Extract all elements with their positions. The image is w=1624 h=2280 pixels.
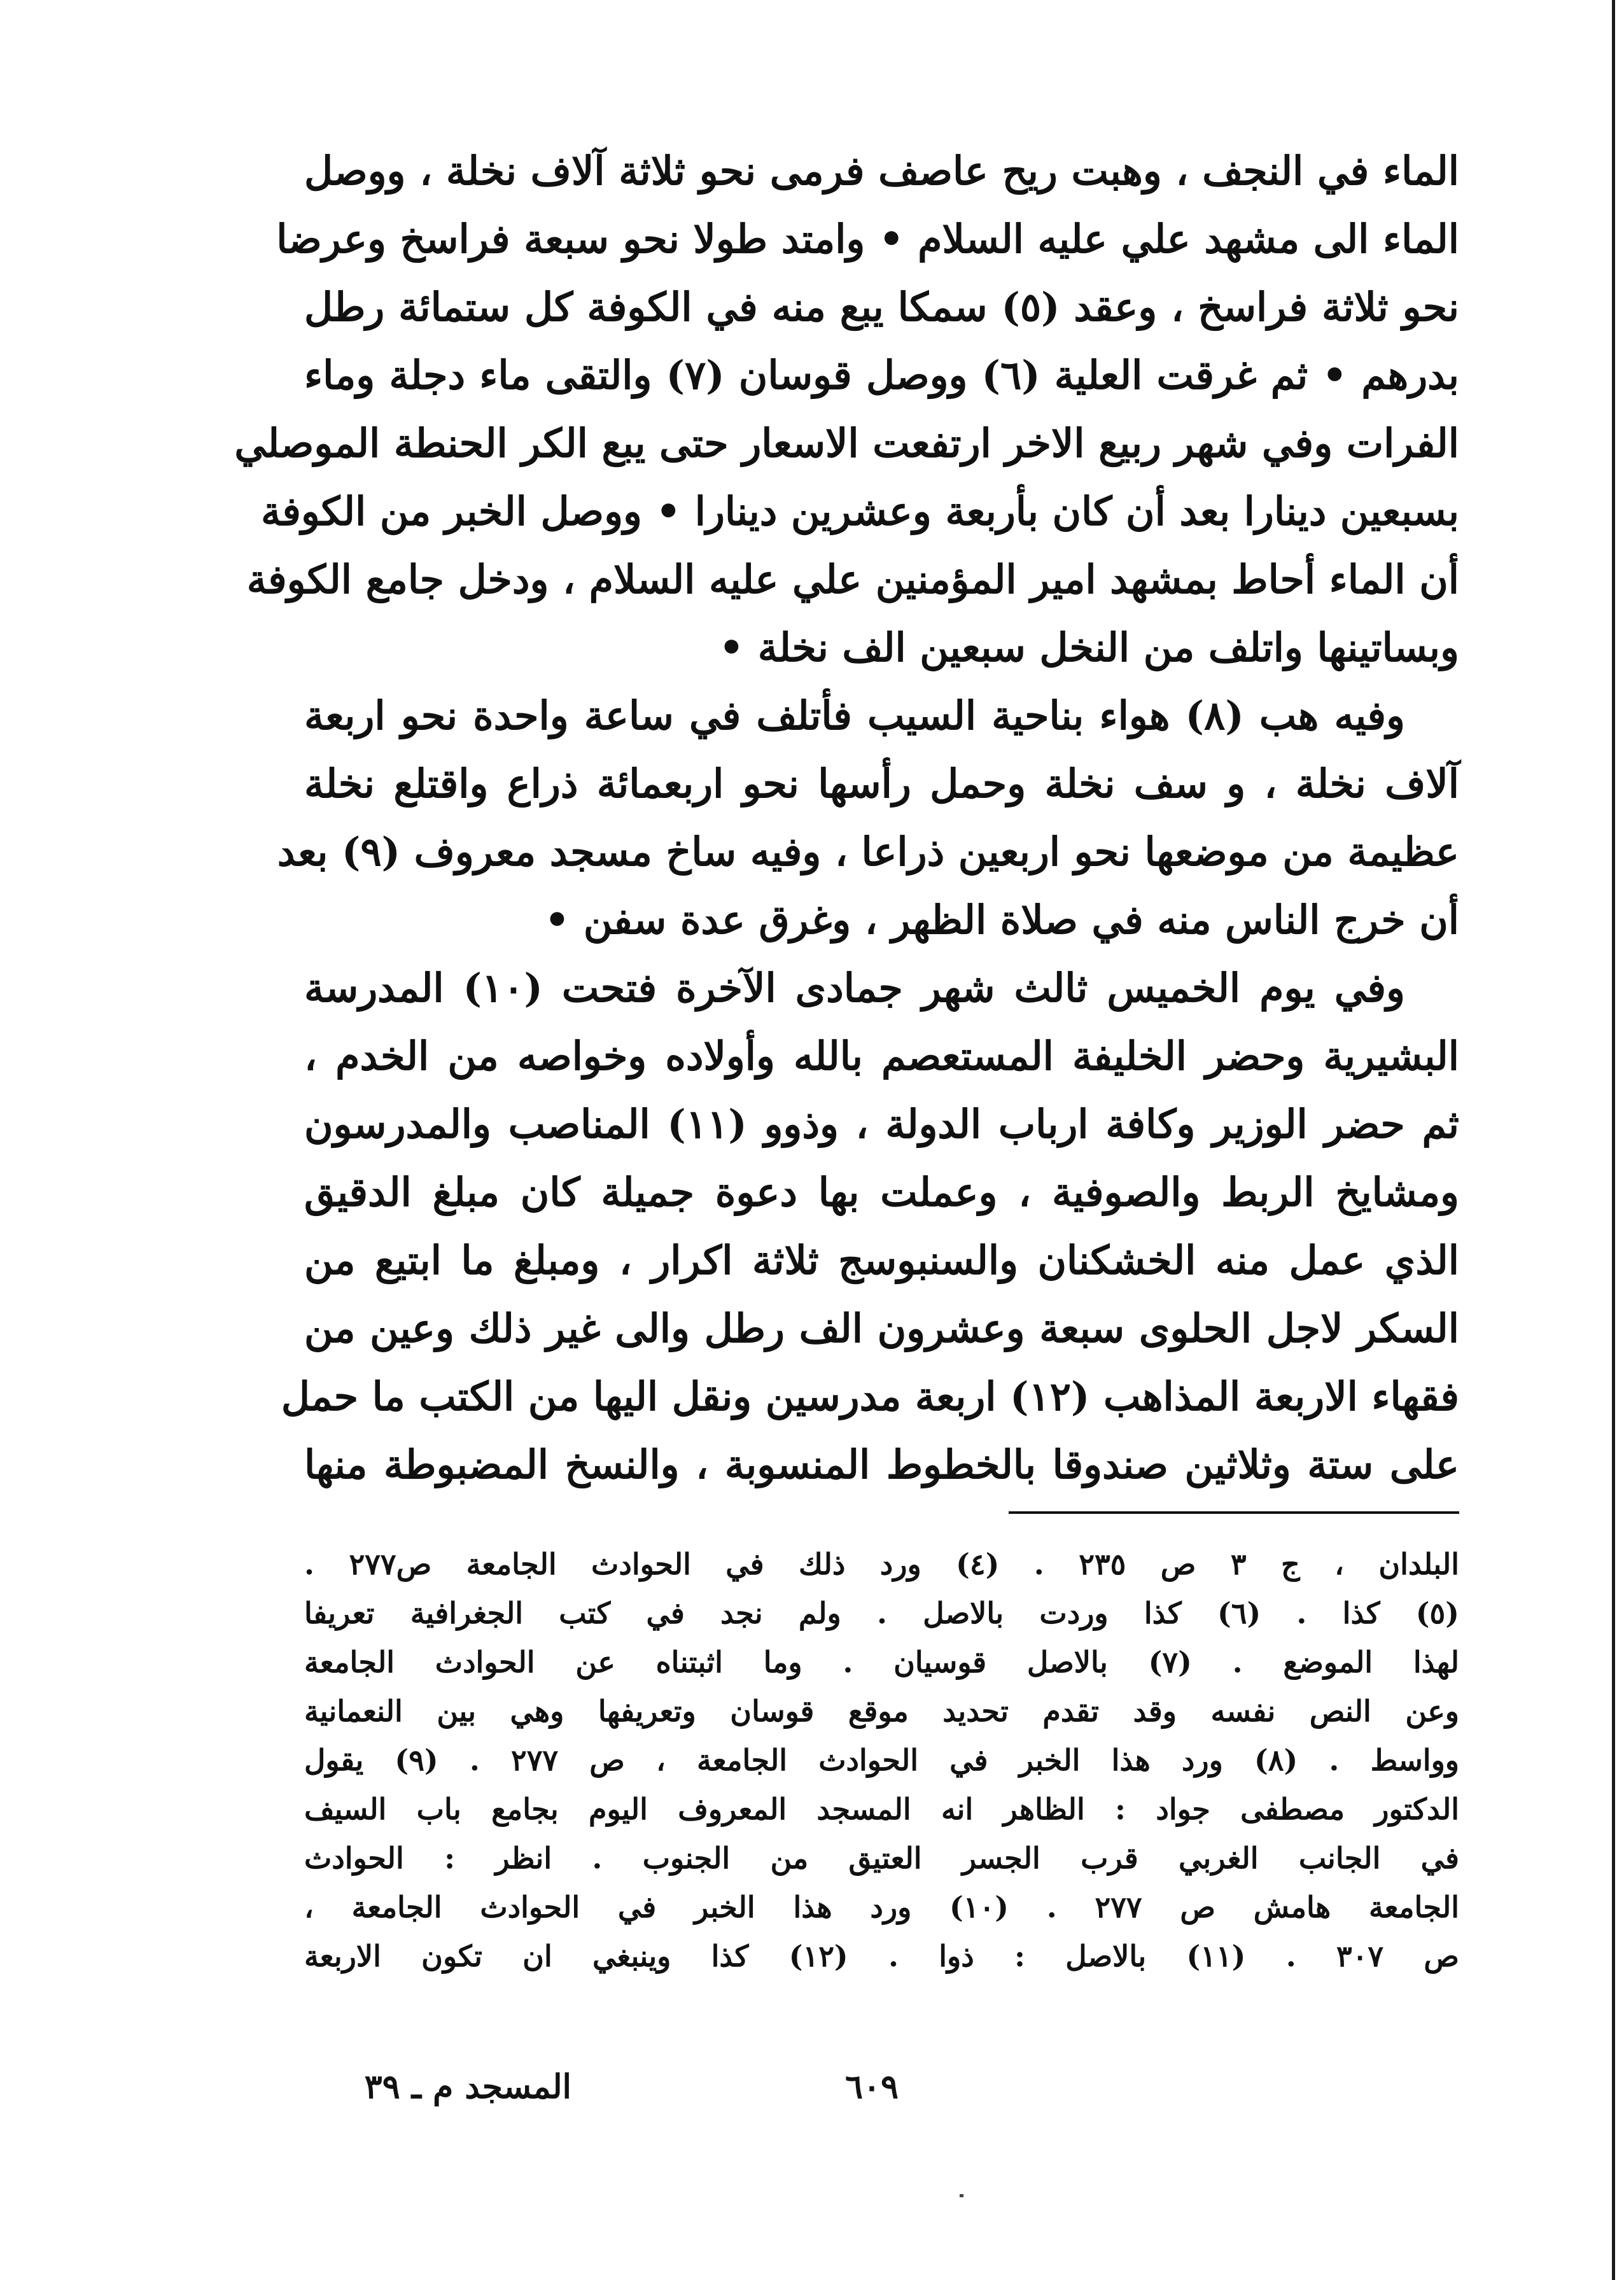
text-line: ثم حضر الوزير وكافة ارباب الدولة ، وذوو (١١) المناصب والمدرسون [304, 1101, 1460, 1147]
footnote-line: (٥) كذا . (٦) كذا وردت بالاصل . ولم نجد في كتب الجغرافية تعريفا [304, 1596, 1459, 1630]
page-edge [1612, 0, 1615, 2280]
footnotes [304, 1540, 1459, 1981]
signature-mark: المسجد م ـ ٣٩ [364, 2067, 571, 2106]
text-line: على ستة وثلاثين صندوقا بالخطوط المنسوبة ، والنسخ المضبوطة منها [304, 1441, 1459, 1488]
text-line: الذي عمل منه الخشكنان والسنبوسج ثلاثة اكرار ، ومبلغ ما ابتيع من [304, 1237, 1459, 1283]
text-line: فقهاء الاربعة المذاهب (١٢) اربعة مدرسين ونقل اليها من الكتب ما حمل [281, 1373, 1459, 1420]
main-text [234, 137, 1460, 1499]
text-line: عظيمة من موضعها نحو اربعين ذراعا ، وفيه ساخ مسجد معروف (٩) بعد [277, 829, 1459, 875]
text-line: أن خرج الناس منه في صلاة الظهر ، وغرق عدة سفن • [544, 897, 1459, 943]
text-line: الماء الى مشهد علي عليه السلام • وامتد طولا نحو سبعة فراسخ وعرضا [276, 216, 1459, 262]
footnote-line: الدكتور مصطفى جواد : الظاهر انه المسجد المعروف اليوم بجامع باب السيف [304, 1792, 1459, 1826]
footnote-line: البلدان ، ج ٣ ص ٢٣٥ . (٤) ورد ذلك في الحوادث الجامعة ص٢٧٧ . [304, 1547, 1460, 1581]
footnote-separator [1009, 1511, 1459, 1514]
text-line: نحو ثلاثة فراسخ ، وعقد (٥) سمكا يبع منه في الكوفة كل ستمائة رطل [304, 284, 1459, 330]
footnote-line: في الجانب الغربي قرب الجسر العتيق من الجنوب . انظر : الحوادث [304, 1841, 1459, 1875]
text-line: البشيرية وحضر الخليفة المستعصم بالله وأولاده وخواصه من الخدم ، [304, 1033, 1459, 1079]
footnote-line: ص ٣٠٧ . (١١) بالاصل : ذوا . (١٢) كذا وينبغي ان تكون الاربعة [304, 1939, 1459, 1973]
footnote-line: الجامعة هامش ص ٢٧٧ . (١٠) ورد هذا الخبر في الحوادث الجامعة ، [304, 1890, 1459, 1924]
footnote-line: وواسط . (٨) ورد هذا الخبر في الحوادث الجامعة ، ص ٢٧٧ . (٩) يقول [304, 1743, 1459, 1777]
text-line: الماء في النجف ، وهبت ريح عاصف فرمى نحو ثلاثة آلاف نخلة ، ووصل [304, 148, 1459, 194]
footnote-line: وعن النص نفسه وقد تقدم تحديد موقع قوسان وتعريفها وهي بين النعمانية [304, 1694, 1459, 1728]
text-line: أن الماء أحاط بمشهد امير المؤمنين علي عليه السلام ، ودخل جامع الكوفة [246, 556, 1459, 603]
text-line: آلاف نخلة ، و سف نخلة وحمل رأسها نحو اربعمائة ذراع واقتلع نخلة [304, 760, 1459, 807]
text-line: وفي يوم الخميس ثالث شهر جمادى الآخرة فتحت (١٠) المدرسة [304, 965, 1405, 1011]
text-line: وفيه هب (٨) هواء بناحية السيب فأتلف في ساعة واحدة نحو اربعة [304, 692, 1406, 739]
scan-speck [960, 2194, 963, 2197]
page-number: ٦٠٩ [845, 2067, 899, 2106]
text-line: بسبعين دينارا بعد أن كان بأربعة وعشرين دينارا • ووصل الخبر من الكوفة [260, 488, 1459, 535]
text-line: ومشايخ الربط والصوفية ، وعملت بها دعوة جميلة كان مبلغ الدقيق [304, 1169, 1459, 1215]
text-line: الفرات وفي شهر ربيع الاخر ارتفعت الاسعار حتى يبع الكر الحنطة الموصلي [234, 420, 1459, 466]
text-line: بدرهم • ثم غرقت العلية (٦) ووصل قوسان (٧) والتقى ماء دجلة وماء [304, 352, 1459, 398]
text-line: السكر لاجل الحلوى سبعة وعشرون الف رطل والى غير ذلك وعين من [304, 1305, 1459, 1352]
text-line: وبساتينها واتلف من النخل سبعين الف نخلة • [718, 624, 1459, 671]
footnote-line: لهذا الموضع . (٧) بالاصل قوسيان . وما اثبتناه عن الحوادث الجامعة [304, 1645, 1459, 1679]
